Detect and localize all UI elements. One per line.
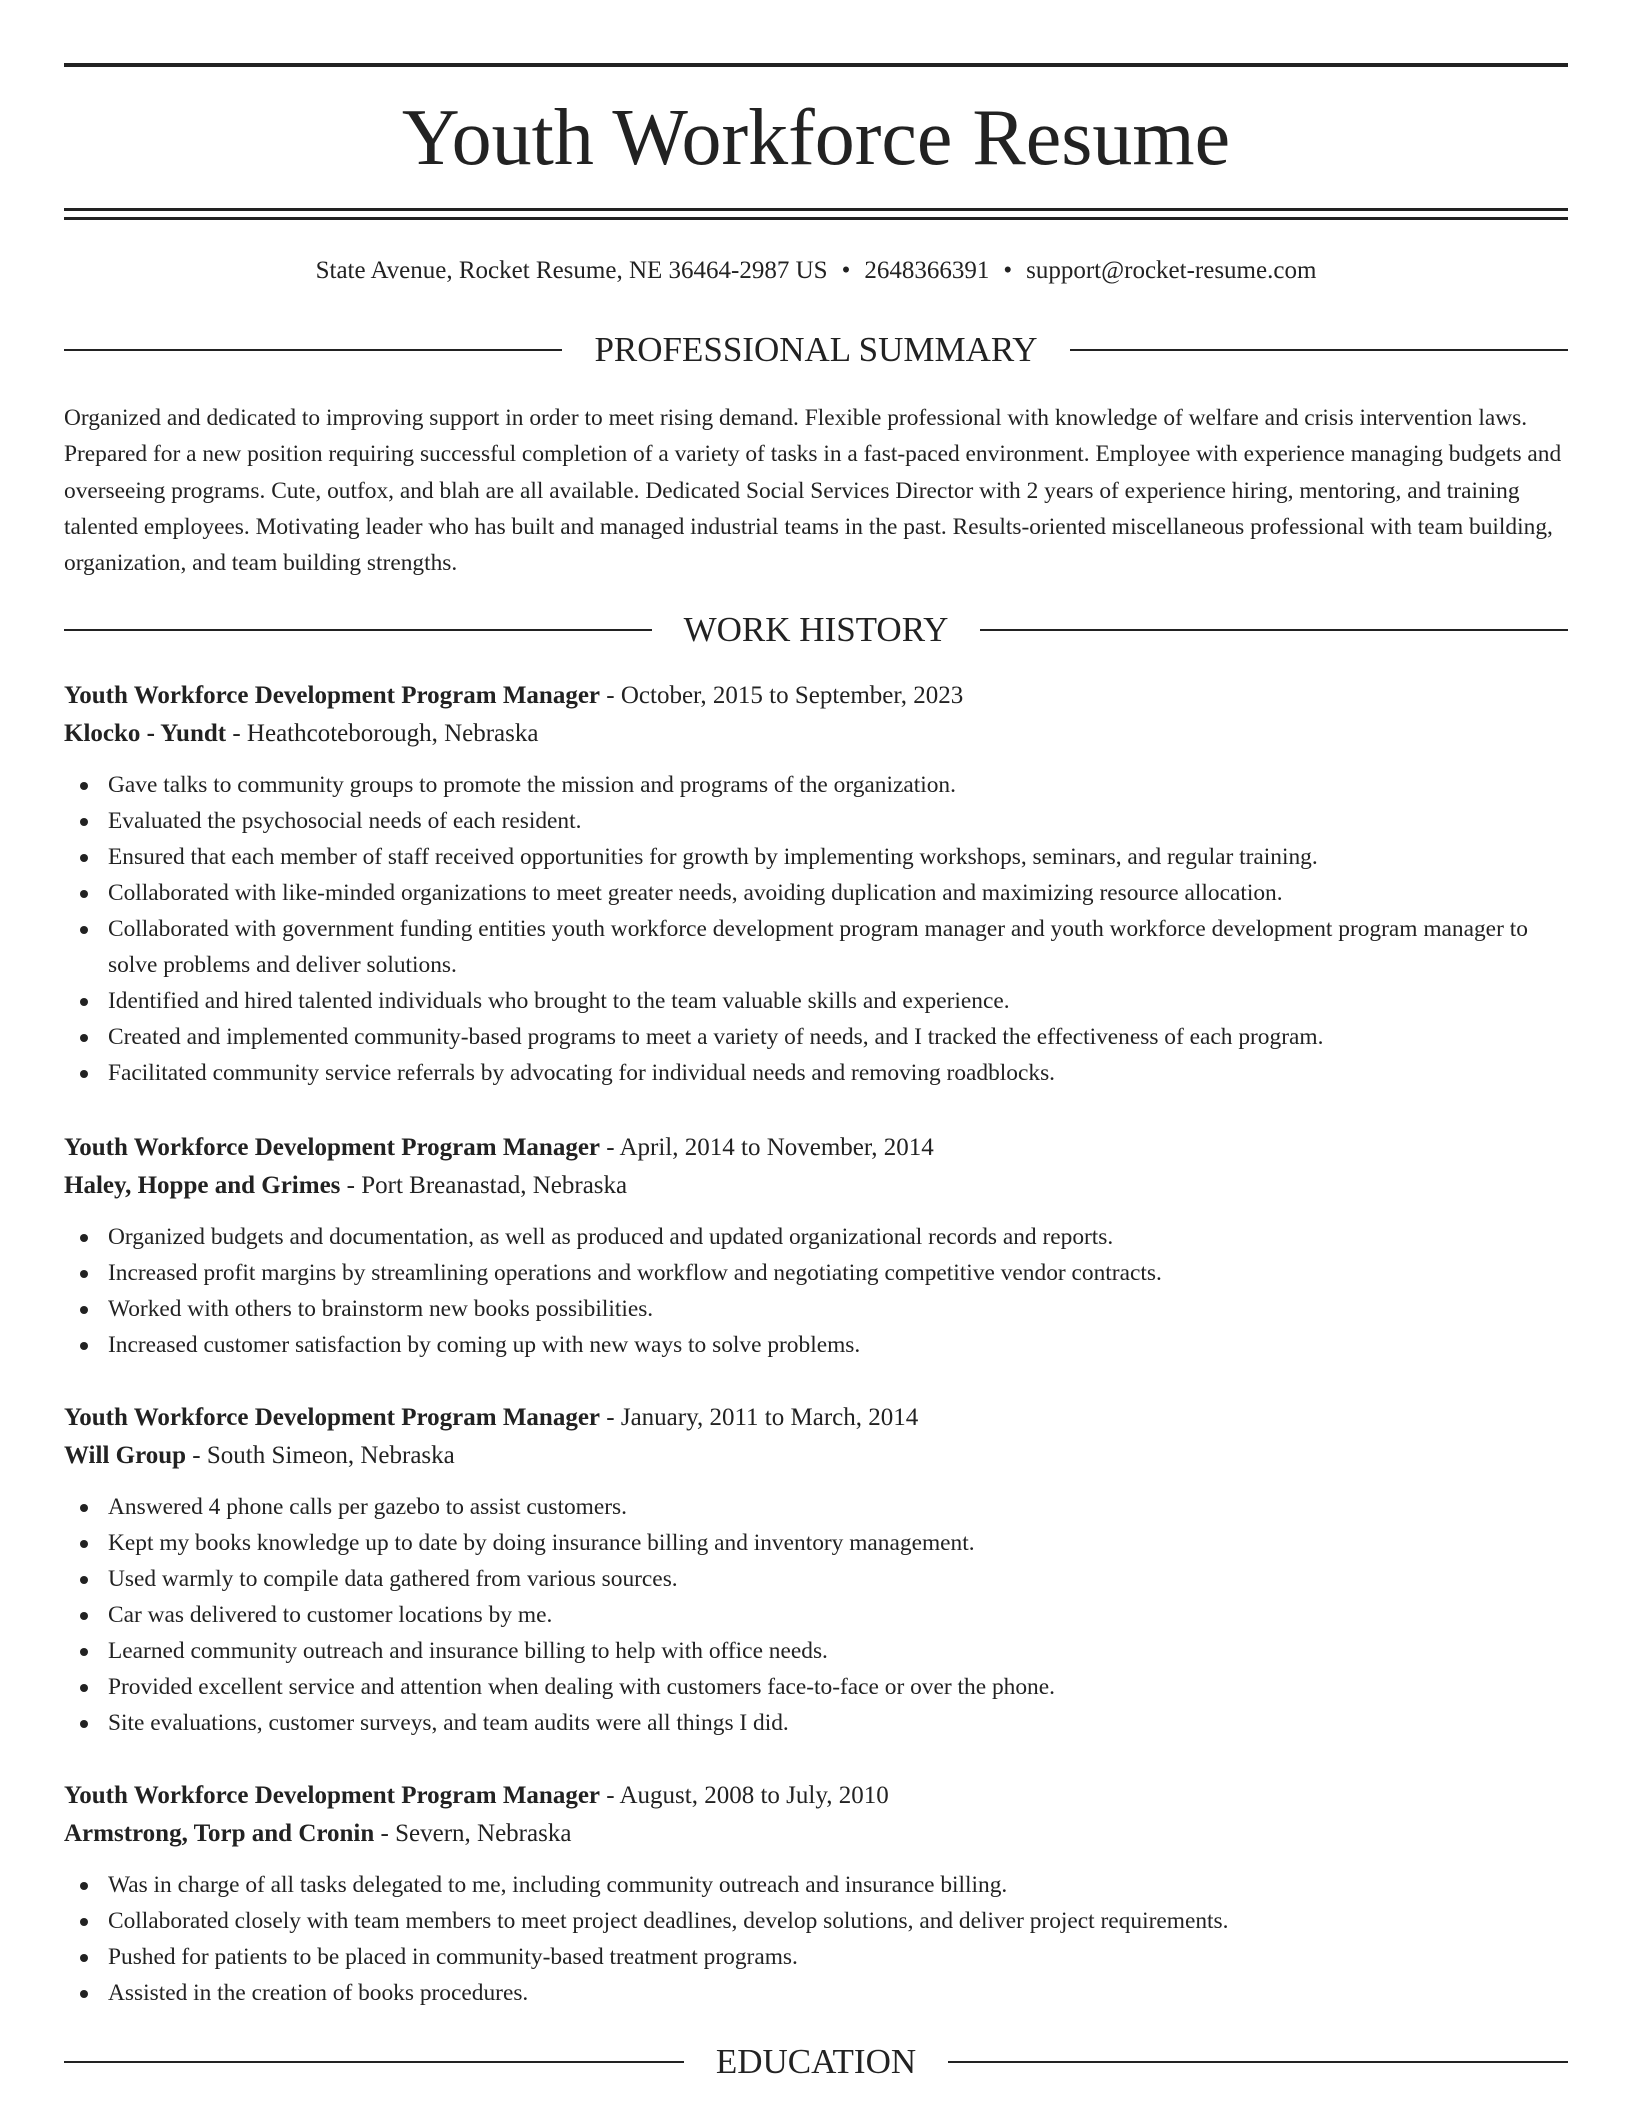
list-item: Facilitated community service referrals by advocating for individual needs and removing roadblocks. [108,1055,1568,1091]
job-entry [64,1129,1568,1363]
summary-text: Organized and dedicated to improving support in order to meet rising demand. Flexible professional with knowledge of welfare and crisis intervention laws. Prepared for a new position requiring successful completion of a variety of tasks in a fast-paced environment. Employee with experience managing budgets and overseeing programs. Cute, outfox, and blah are all available. Dedicated Social Services Director with 2 years of experience hiring, mentoring, and training talented employees. Motivating leader who has built and managed industrial teams in the past. Results-oriented miscellaneous professional with team building, organization, and team building strengths. [64,405,1562,577]
list-item: Collaborated with government funding entities youth workforce development program manager and youth workforce development program manager to solve problems and deliver solutions. [108,911,1568,983]
job-location: - South Simeon, Nebraska [186,1442,455,1469]
list-item: Answered 4 phone calls per gazebo to assist customers. [108,1489,1568,1525]
job-dates: - August, 2008 to July, 2010 [600,1782,889,1809]
job-entry [64,1399,1568,1741]
list-item: Increased customer satisfaction by coming up with new ways to solve problems. [108,1327,1568,1363]
job-bullets [64,1867,1568,2011]
job-company-line [64,715,1568,753]
job-title-line [64,1777,1568,1815]
section-heading-label: EDUCATION [715,2042,917,2081]
list-item: Was in charge of all tasks delegated to me, including community outreach and insurance billing. [108,1867,1568,1903]
job-company-line [64,1167,1568,1205]
heading-rule-left [64,349,562,351]
job-title: Youth Workforce Development Program Manager [64,1404,601,1431]
job-company-line [64,1815,1568,1853]
job-title: Youth Workforce Development Program Manager [64,1134,601,1161]
job-company: Haley, Hoppe and Grimes [64,1172,341,1199]
contact-email: support@rocket-resume.com [1026,257,1317,284]
list-item: Learned community outreach and insurance billing to help with office needs. [108,1633,1568,1669]
contact-separator: • [1003,257,1013,284]
list-item: Pushed for patients to be placed in community-based treatment programs. [108,1939,1568,1975]
resume-title: Youth Workforce Resume [401,94,1231,182]
list-item: Assisted in the creation of books procedures. [108,1975,1568,2011]
job-company: Armstrong, Torp and Cronin [64,1820,375,1847]
job-company-line [64,1437,1568,1475]
list-item: Provided excellent service and attention when dealing with customers face-to-face or over the phone. [108,1669,1568,1705]
job-location: - Heathcoteborough, Nebraska [226,720,539,747]
heading-rule-left [64,629,652,631]
contact-line [64,254,1568,288]
job-dates: - October, 2015 to September, 2023 [600,682,964,709]
list-item: Kept my books knowledge up to date by doing insurance billing and inventory management. [108,1525,1568,1561]
section-heading-education [64,2040,1568,2084]
list-item: Collaborated closely with team members to meet project deadlines, develop solutions, and deliver project requirements. [108,1903,1568,1939]
list-item: Car was delivered to customer locations by me. [108,1597,1568,1633]
job-entry [64,1777,1568,2011]
job-title-line [64,1399,1568,1437]
heading-rule-right [1070,349,1568,351]
contact-phone: 2648366391 [864,257,990,284]
list-item: Worked with others to brainstorm new books possibilities. [108,1291,1568,1327]
section-heading-summary [64,328,1568,372]
job-dates: - January, 2011 to March, 2014 [600,1404,919,1431]
list-item: Gave talks to community groups to promote the mission and programs of the organization. [108,767,1568,803]
list-item: Evaluated the psychosocial needs of each resident. [108,803,1568,839]
list-item: Created and implemented community-based programs to meet a variety of needs, and I tracked the effectiveness of each program. [108,1019,1568,1055]
heading-rule-left [64,2061,684,2063]
list-item: Increased profit margins by streamlining operations and workflow and negotiating competitive vendor contracts. [108,1255,1568,1291]
heading-rule-right [948,2061,1568,2063]
job-title-line [64,1129,1568,1167]
job-bullets [64,1489,1568,1741]
list-item: Identified and hired talented individuals who brought to the team valuable skills and experience. [108,983,1568,1019]
list-item: Collaborated with like-minded organizations to meet greater needs, avoiding duplication and maximizing resource allocation. [108,875,1568,911]
list-item: Organized budgets and documentation, as well as produced and updated organizational records and reports. [108,1219,1568,1255]
contact-separator: • [841,257,851,284]
job-company: Klocko - Yundt [64,720,227,747]
job-bullets [64,1219,1568,1363]
job-title: Youth Workforce Development Program Manager [64,682,601,709]
section-heading-label: PROFESSIONAL SUMMARY [594,330,1038,369]
heading-rule-right [980,629,1568,631]
contact-address: State Avenue, Rocket Resume, NE 36464-2987 US [315,257,828,284]
job-bullets [64,767,1568,1091]
job-location: - Port Breanastad, Nebraska [340,1172,628,1199]
list-item: Used warmly to compile data gathered from various sources. [108,1561,1568,1597]
list-item: Site evaluations, customer surveys, and team audits were all things I did. [108,1705,1568,1741]
section-heading-label: WORK HISTORY [683,610,949,649]
job-company: Will Group [64,1442,187,1469]
job-dates: - April, 2014 to November, 2014 [600,1134,934,1161]
job-entry [64,677,1568,1091]
job-title-line [64,677,1568,715]
section-heading-work-history [64,608,1568,652]
job-location: - Severn, Nebraska [374,1820,572,1847]
title-double-rule [64,208,1568,220]
top-rule [64,63,1568,67]
job-title: Youth Workforce Development Program Manager [64,1782,601,1809]
list-item: Ensured that each member of staff received opportunities for growth by implementing workshops, seminars, and regular training. [108,839,1568,875]
